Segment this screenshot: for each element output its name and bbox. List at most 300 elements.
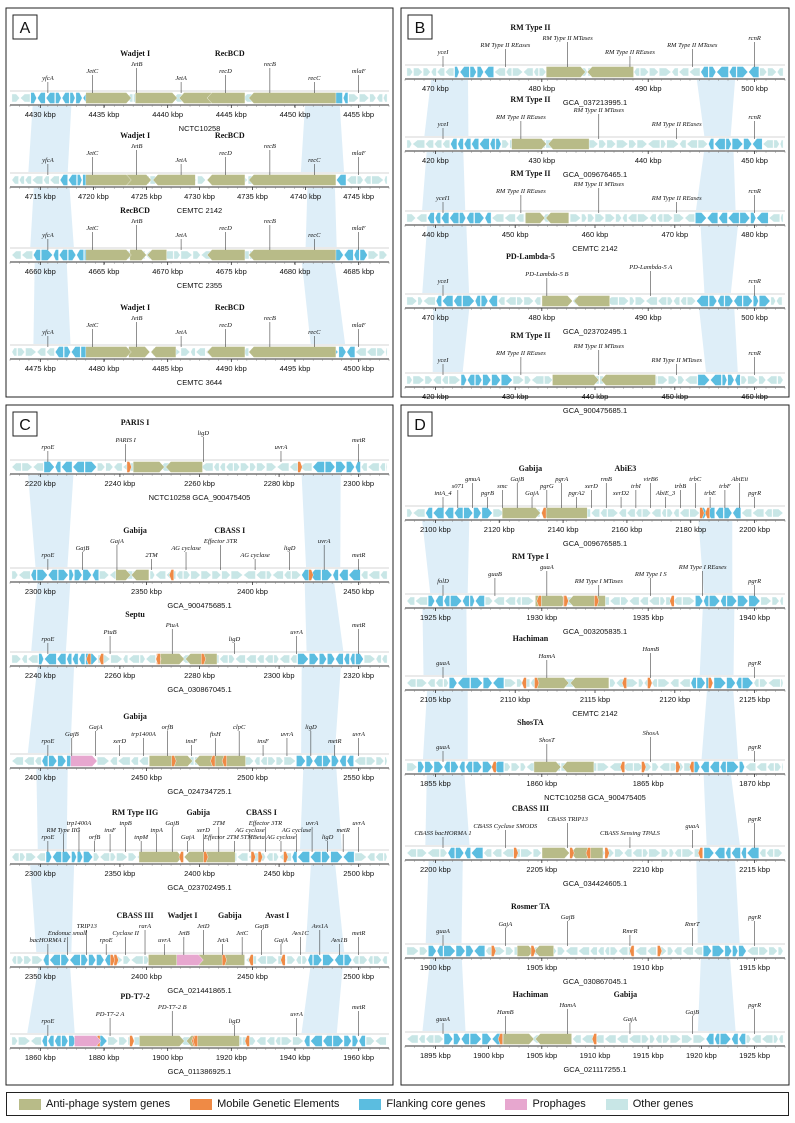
gene-other (670, 1035, 681, 1043)
gene-other (379, 251, 387, 259)
gene-label: uvrA (274, 444, 288, 451)
gene-flanking (726, 848, 731, 859)
gene-flanking (61, 462, 72, 473)
gene-other (442, 140, 449, 148)
tick-label: 4670 kbp (152, 267, 184, 276)
gene-other (417, 849, 427, 857)
gene-flanking (470, 596, 475, 607)
gene-other (605, 947, 610, 955)
gene-flanking (451, 762, 459, 773)
gene-other (281, 1037, 292, 1045)
tick-label: 2215 kbp (739, 865, 771, 874)
gene-other (557, 947, 564, 955)
tick-label: 2280 kbp (263, 479, 295, 488)
gene-other (201, 463, 213, 471)
tick-label: 1900 kbp (473, 1051, 505, 1060)
gene-label: xerD (584, 483, 598, 490)
gene-other (24, 757, 34, 765)
gene-flanking (463, 296, 475, 307)
gene-antiphage (151, 347, 176, 358)
gene-label: GajA (110, 538, 124, 545)
system-label: CBASS III (116, 911, 154, 920)
gene-flanking (694, 762, 700, 773)
gene-other (649, 214, 656, 222)
track-name: GCA_009676465.1 (562, 170, 628, 179)
gene-flanking (458, 139, 464, 150)
gene-label: GajB (254, 923, 269, 930)
gene-other (385, 757, 387, 765)
gene-label: tnpA (150, 827, 163, 834)
gene-other (100, 853, 109, 861)
gene-label: trbB (674, 483, 687, 490)
gene-label: tnpB (119, 820, 132, 827)
gene-label: GajB (165, 820, 180, 827)
gene-label: ligD (197, 430, 210, 437)
gene-other (517, 297, 523, 305)
gene-other (376, 655, 381, 663)
gene-flanking (85, 462, 97, 473)
gene-flanking (67, 654, 72, 665)
system-label: RM Type IIG (111, 808, 159, 817)
gene-other (657, 214, 663, 222)
gene-other (502, 140, 509, 148)
gene-flanking (731, 848, 740, 859)
gene-other (417, 679, 427, 687)
gene-flanking (333, 1036, 343, 1047)
synteny-band (704, 775, 740, 845)
gene-label: RmrR (622, 928, 638, 935)
gene-label: trp1400A (66, 820, 92, 827)
gene-other (674, 509, 680, 517)
gene-mge (298, 462, 303, 473)
tick-label: 1930 kbp (526, 613, 558, 622)
gene-other (635, 297, 645, 305)
gene-label: rpoE (41, 444, 55, 451)
gene-label: recB (263, 315, 276, 322)
gene-antiphage (502, 508, 540, 519)
gene-flanking (475, 296, 480, 307)
gene-flanking (323, 955, 334, 966)
gene-other (181, 348, 190, 356)
gene-flanking (81, 955, 88, 966)
gene-flanking (465, 848, 471, 859)
gene-flanking (44, 654, 56, 665)
gene-other (376, 757, 384, 765)
gene-other (368, 956, 373, 964)
gene-other (384, 176, 387, 184)
gene-flanking (704, 848, 714, 859)
gene-flanking (79, 654, 85, 665)
gene-other (534, 68, 539, 76)
gene-other (257, 956, 266, 964)
gene-other (12, 1037, 18, 1045)
gene-flanking (727, 596, 737, 607)
gene-label: recC (308, 157, 321, 164)
gene-flanking (46, 93, 55, 104)
gene-flanking (743, 296, 752, 307)
gene-other (774, 1035, 779, 1043)
gene-other (771, 297, 776, 305)
gene-label: tnpM (134, 834, 149, 841)
gene-label: JetB (178, 930, 190, 937)
gene-other (506, 68, 512, 76)
gene-flanking (454, 296, 462, 307)
tick-label: 1870 kbp (739, 779, 771, 788)
system-label: Hachiman (512, 634, 549, 643)
gene-other (628, 214, 637, 222)
gene-other (523, 68, 533, 76)
gene-flanking (55, 462, 61, 473)
gene-other (273, 571, 284, 579)
gene-other (356, 348, 366, 356)
gene-label: uvrA (305, 820, 319, 827)
gene-antiphage (587, 67, 633, 78)
synteny-band (699, 309, 738, 372)
gene-other (683, 597, 695, 605)
gene-antiphage (574, 296, 610, 307)
gene-other (629, 597, 639, 605)
track-name: GCA_900475685.1 (562, 406, 628, 415)
gene-flanking (325, 462, 335, 473)
gene-other (407, 509, 412, 517)
gene-flanking (703, 946, 711, 957)
gene-label: JetB (130, 315, 143, 322)
tick-label: 430 kbp (501, 392, 529, 401)
gene-flanking (474, 946, 485, 957)
gene-label: RM Type II MTases (667, 42, 718, 49)
gene-prophage (71, 756, 98, 767)
gene-flanking (319, 654, 326, 665)
panel-letter: D (414, 417, 426, 434)
gene-label: recB (263, 143, 276, 150)
gene-label: RM Type II REases (495, 350, 546, 357)
gene-label: RM Type II MTases (573, 343, 624, 350)
gene-antiphage (534, 762, 561, 773)
gene-other (244, 571, 256, 579)
gene-other (32, 176, 43, 184)
tick-label: 2400 kbp (24, 773, 56, 782)
gene-flanking (728, 375, 734, 386)
gene-flanking (72, 852, 77, 863)
gene-other (140, 655, 145, 663)
gene-flanking (347, 756, 354, 767)
gene-flanking (335, 955, 344, 966)
gene-antiphage (570, 678, 609, 689)
gene-other (434, 1035, 443, 1043)
gene-label: Avs1C (292, 930, 309, 937)
track-name: GCA_030867045.1 (562, 977, 628, 986)
gene-other (20, 853, 25, 861)
gene-label: yfcA (42, 232, 54, 239)
tick-label: 1935 kbp (632, 613, 664, 622)
gene-antiphage (86, 250, 131, 261)
gene-other (679, 68, 689, 76)
gene-flanking (456, 946, 465, 957)
gene-flanking (732, 946, 737, 957)
gene-antiphage (542, 508, 587, 519)
legend-swatch (359, 1099, 381, 1110)
gene-prophage (74, 1036, 101, 1047)
gene-antiphage (249, 347, 336, 358)
gene-label: AG cyclase (240, 552, 270, 559)
gene-other (19, 571, 31, 579)
gene-other (33, 463, 43, 471)
gene-other (669, 849, 674, 857)
gene-flanking (691, 678, 696, 689)
gene-other (746, 1035, 751, 1043)
gene-other (353, 956, 359, 964)
gene-flanking (442, 296, 453, 307)
gene-flanking (296, 756, 305, 767)
gene-label: xerD (113, 738, 127, 745)
gene-other (407, 297, 417, 305)
gene-flanking (44, 462, 54, 473)
gene-flanking (62, 93, 69, 104)
gene-flanking (727, 762, 739, 773)
gene-flanking (752, 139, 762, 150)
track-name: GCA_021117255.1 (563, 1065, 627, 1074)
gene-antiphage (562, 762, 594, 773)
gene-label: RM Type I S (634, 571, 667, 578)
gene-flanking (483, 762, 493, 773)
gene-flanking (53, 250, 58, 261)
gene-flanking (336, 654, 344, 665)
tick-label: 500 kbp (741, 84, 768, 93)
gene-flanking (97, 955, 105, 966)
gene-label: trbF (719, 483, 731, 490)
gene-label: trbC (689, 476, 702, 483)
gene-label: recC (308, 232, 321, 239)
gene-other (675, 849, 682, 857)
gene-other (672, 68, 678, 76)
gene-flanking (298, 654, 309, 665)
gene-other (414, 68, 423, 76)
gene-label: yceI (437, 357, 449, 364)
tick-label: 1940 kbp (279, 1053, 311, 1062)
gene-label: PtuA (165, 622, 179, 629)
gene-other (266, 853, 272, 861)
gene-flanking (436, 296, 442, 307)
gene-other (648, 140, 660, 148)
tick-label: 1860 kbp (526, 779, 558, 788)
gene-label: insF (185, 738, 198, 745)
gene-label: xerD (196, 827, 210, 834)
gene-flanking (444, 762, 450, 773)
gene-flanking (355, 462, 360, 473)
track-name: GCA_023702495.1 (562, 327, 628, 336)
gene-other (131, 956, 143, 964)
gene-flanking (450, 213, 459, 224)
tick-label: 1925 kbp (739, 1051, 771, 1060)
tick-label: 1910 kbp (632, 963, 664, 972)
gene-label: ligD (321, 834, 334, 841)
gene-mge (689, 762, 694, 773)
gene-flanking (331, 756, 338, 767)
gene-label: pgrR (748, 816, 762, 823)
gene-mge (708, 678, 713, 689)
gene-label: JetC (86, 322, 99, 329)
gene-flanking (736, 678, 741, 689)
gene-flanking (39, 654, 44, 665)
gene-other (425, 140, 433, 148)
tick-label: 4725 kbp (131, 192, 162, 201)
tick-label: 2240 kbp (24, 671, 56, 680)
gene-antiphage (249, 93, 336, 104)
gene-other (349, 94, 359, 102)
gene-other (428, 679, 435, 687)
gene-mge (670, 596, 675, 607)
gene-mge (249, 955, 254, 966)
gene-label: guaA (685, 823, 700, 830)
system-label: PD-T7-2 (120, 992, 150, 1001)
system-label: RecBCD (120, 206, 150, 215)
gene-label: Avs1B (331, 937, 348, 944)
gene-flanking (467, 375, 474, 386)
gene-flanking (744, 139, 752, 150)
gene-other (776, 297, 782, 305)
track-name: GCA_003205835.1 (562, 627, 628, 636)
gene-other (374, 956, 382, 964)
gene-other (254, 757, 260, 765)
tick-label: 480 kbp (528, 84, 556, 93)
gene-other (366, 757, 375, 765)
tick-label: 2450 kbp (263, 869, 295, 878)
gene-label: rpoE (41, 1018, 55, 1025)
tick-label: 2450 kbp (343, 587, 375, 596)
gene-other (633, 849, 642, 857)
tick-label: 1920 kbp (685, 1051, 717, 1060)
gene-antiphage (158, 654, 185, 665)
gene-other (647, 947, 656, 955)
gene-other (229, 655, 235, 663)
gene-other (12, 956, 17, 964)
gene-label: gmuA (465, 476, 481, 483)
tick-label: 1940 kbp (739, 613, 771, 622)
legend-item-mge (190, 1098, 339, 1110)
gene-flanking (336, 175, 346, 186)
synteny-band (700, 609, 735, 675)
gene-other (20, 94, 30, 102)
system-label: ShosTA (517, 718, 544, 727)
panel-letter: B (414, 20, 426, 37)
gene-label: recC (308, 329, 321, 336)
legend-item-other (606, 1098, 694, 1110)
gene-other (667, 140, 679, 148)
tick-label: 2220 kbp (24, 479, 56, 488)
gene-label: JetC (86, 150, 99, 157)
gene-label: AG cyclase (171, 545, 201, 552)
gene-flanking (57, 654, 66, 665)
gene-flanking (77, 175, 82, 186)
gene-other (760, 679, 768, 687)
gene-other (504, 763, 510, 771)
gene-other (191, 571, 200, 579)
gene-label: Avs1A (311, 923, 328, 930)
gene-label: bacHORMA 1 (29, 937, 67, 944)
gene-other (106, 463, 113, 471)
gene-other (198, 176, 206, 184)
gene-label: recD (219, 68, 232, 75)
gene-flanking (350, 654, 355, 665)
gene-other (246, 655, 256, 663)
gene-other (598, 947, 604, 955)
gene-other (573, 1035, 581, 1043)
gene-other (615, 849, 624, 857)
system-label: RM Type I (511, 552, 549, 561)
gene-other (413, 140, 425, 148)
gene-other (214, 463, 219, 471)
gene-flanking (720, 1034, 731, 1045)
gene-mge (542, 508, 547, 519)
gene-other (237, 853, 248, 861)
gene-other (667, 509, 673, 517)
gene-label: RM Type II REases (605, 49, 655, 56)
gene-other (661, 849, 668, 857)
gene-flanking (70, 955, 80, 966)
gene-other (361, 571, 368, 579)
gene-label: pgrB (481, 490, 495, 497)
gene-other (413, 376, 424, 384)
gene-label: xerD2 (612, 490, 630, 497)
gene-flanking (60, 175, 68, 186)
gene-label: pgrR (748, 914, 762, 921)
system-label: Hachiman (512, 990, 549, 999)
tick-label: 420 kbp (422, 392, 449, 401)
tick-label: 4680 kbp (279, 267, 311, 276)
gene-mge (648, 678, 653, 689)
gene-other (364, 176, 371, 184)
gene-other (12, 251, 21, 259)
gene-other (745, 763, 755, 771)
gene-other (256, 1037, 265, 1045)
system-label: Wadjet I (120, 131, 151, 140)
system-label: RM Type II (510, 169, 551, 178)
gene-other (22, 655, 27, 663)
tick-label: 4450 kbp (279, 110, 311, 119)
gene-flanking (426, 508, 433, 519)
track-name: GCA_900475685.1 (167, 601, 232, 610)
gene-antiphage (135, 93, 177, 104)
gene-flanking (444, 946, 455, 957)
gene-label: rpoE (41, 552, 55, 559)
gene-other (658, 679, 669, 687)
gene-other (407, 1035, 418, 1043)
gene-label: GajB (75, 545, 90, 552)
gene-flanking (306, 756, 313, 767)
track-name: CEMTC 2142 (176, 206, 223, 215)
gene-other (445, 68, 454, 76)
gene-label: recB (263, 61, 276, 68)
gene-flanking (455, 67, 460, 78)
gene-flanking (459, 213, 465, 224)
gene-flanking (336, 462, 346, 473)
gene-flanking (708, 139, 713, 150)
tick-label: 4740 kbp (290, 192, 322, 201)
gene-other (418, 297, 423, 305)
gene-other (752, 509, 763, 517)
track-name: GCA_021441865.1 (167, 986, 232, 995)
gene-other (296, 956, 301, 964)
gene-other (775, 763, 781, 771)
gene-other (670, 679, 678, 687)
gene-flanking (344, 250, 353, 261)
gene-flanking (298, 852, 310, 863)
gene-flanking (435, 213, 440, 224)
track-name: GCA_009676585.1 (562, 539, 628, 548)
gene-prophage (177, 955, 204, 966)
tick-label: 2120 kbp (483, 525, 515, 534)
system-label: Gabija (123, 526, 147, 535)
